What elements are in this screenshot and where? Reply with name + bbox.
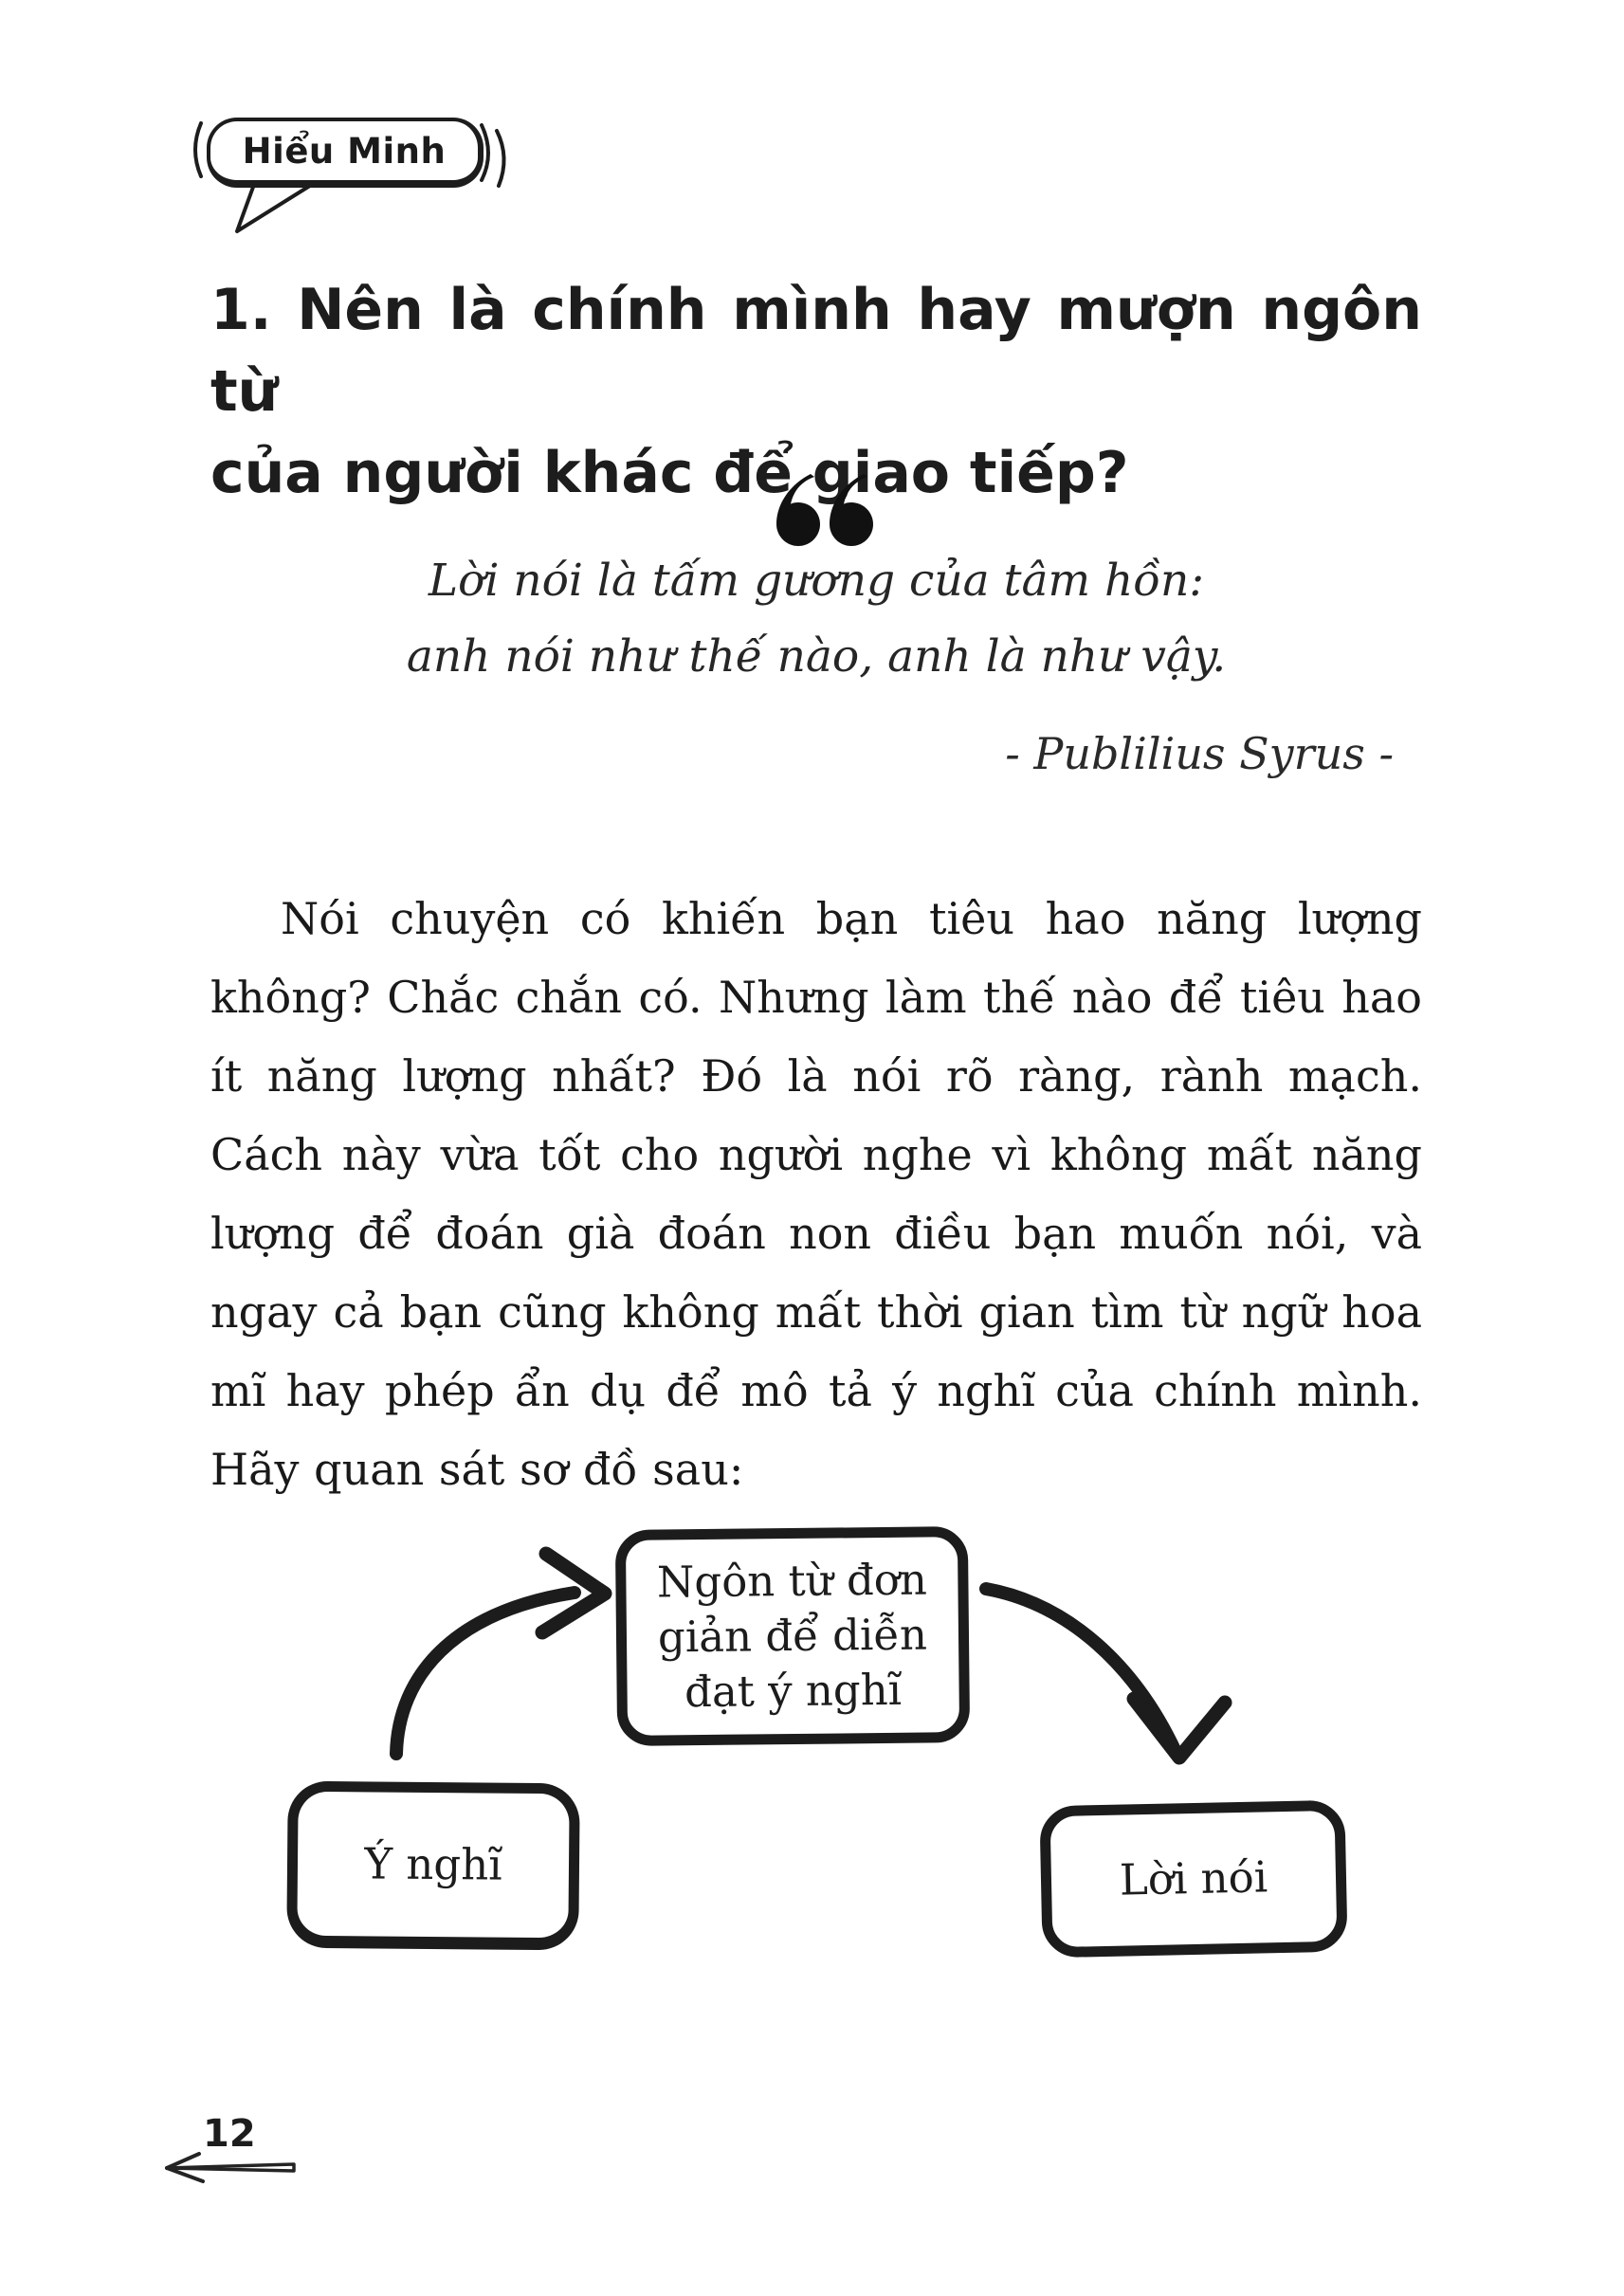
body-paragraph: Nói chuyện có khiến bạn tiêu hao năng lượng không? Chắc chắn có. Nhưng làm thế nào để tiêu hao ít năng lượng nhất? Đó là nói rõ ràng, rành mạch. Cách này vừa tốt cho người nghe vì không mất năng lượng để đoán già đoán non điều bạn muốn nói, và ngay cả bạn cũng không mất thời gian tìm từ ngữ hoa mĩ hay phép ẩn dụ để mô tả ý nghĩ của chính mình. Hãy quan sát sơ đồ sau: [210, 893, 1422, 1495]
page-number: 12 [203, 2112, 256, 2156]
footer-left-arrow-icon [150, 2150, 301, 2188]
diagram-box-right-label: Lời nói [1119, 1851, 1268, 1905]
quote-attribution: - Publilius Syrus - [1005, 728, 1394, 779]
quote-mark-icon [773, 472, 877, 552]
diagram-box-middle-label: Ngôn từ đơn giản để diễn đạt ý nghĩ [656, 1554, 928, 1718]
chapter-heading-line1: 1. Nên là chính mình hay mượn ngôn từ [210, 277, 1422, 425]
arrow-right-head [1134, 1699, 1225, 1758]
diagram-box-middle [615, 1526, 970, 1746]
diagram-box-right [1039, 1800, 1347, 1959]
quote-line1: Lời nói là tấm gương của tâm hồn: [428, 555, 1205, 607]
quote-line2: anh nói như thế nào, anh là như vậy. [406, 630, 1227, 683]
diagram-box-left-label: Ý nghĩ [364, 1838, 502, 1890]
arrow-right-shaft [986, 1589, 1176, 1752]
arrow-left-shaft [396, 1593, 575, 1754]
chapter-heading-line2: của người khác để giao tiếp? [210, 440, 1129, 506]
arrow-left-head [542, 1554, 605, 1632]
brand-label: Hiểu Minh [242, 130, 447, 172]
brand-speech-bubble [207, 118, 484, 188]
diagram-box-left [286, 1781, 580, 1951]
motion-line-left-icon [186, 121, 207, 178]
